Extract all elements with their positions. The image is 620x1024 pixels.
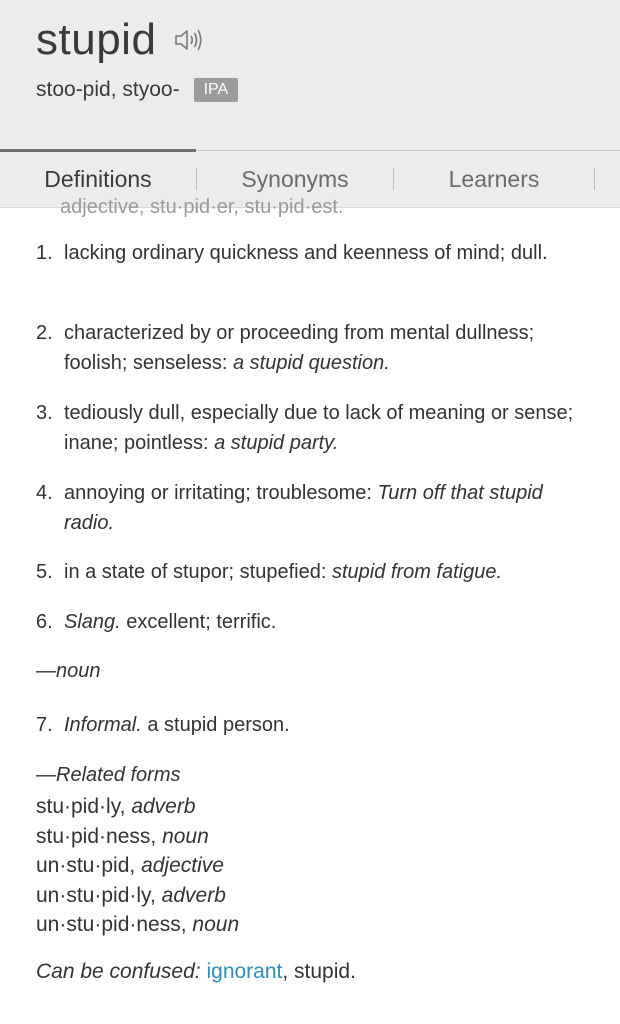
noun-heading: —noun [36,660,101,682]
confused-rest: , stupid. [282,960,356,983]
confused-label: Can be confused: [36,960,201,983]
can-be-confused [36,960,356,984]
tab-definitions-label: Definitions [44,165,152,192]
definition-number: 5. [36,561,53,583]
related-forms-heading: —Related forms [36,764,181,786]
definitions-panel[interactable] [0,196,620,1024]
usage-label: Informal. [64,714,142,736]
definition-text: annoying or irritating; troublesome: Turn off that stupid radio. [64,482,543,534]
definition-example: Turn off that stupid radio. [64,482,543,534]
related-form: un·stu·pid·ly, adverb [36,883,226,907]
definition-text: Slang. excellent; terrific. [64,611,277,633]
related-form: un·stu·pid, adjective [36,854,224,877]
tab-learners-label: Learners [448,165,540,192]
definition-example: stupid from fatigue. [331,561,503,583]
related-form: stu·pid·ly, adverb [36,795,196,818]
speaker-icon[interactable] [174,27,204,53]
headword-row [36,14,204,66]
usage-label: Slang. [64,611,121,633]
definition-number: 1. [36,242,53,264]
pronunciation: stoo-pid, styoo- [36,78,180,101]
definition-item [36,478,586,538]
definition-number: 6. [36,611,53,633]
definition-item [36,238,586,268]
definition-item [36,710,586,740]
word-header [0,0,620,150]
related-forms-list [36,792,239,940]
part-of-speech-cutoff: adjective, stu·pid·er, stu·pid·est. [60,196,344,218]
ipa-button[interactable]: IPA [194,78,239,102]
tab-learners[interactable] [394,151,594,207]
related-form: stu·pid·ness, noun [36,824,209,848]
definition-text: characterized by or proceeding from mental dullness; foolish; senseless: a stupid question. [64,322,535,374]
headword: stupid [36,15,157,64]
ignorant-link[interactable]: ignorant [206,960,283,983]
definition-text: Informal. a stupid person. [64,714,290,736]
definition-number: 3. [36,402,53,424]
tab-synonyms-label: Synonyms [241,165,349,192]
definition-text: in a state of stupor; stupefied: stupid from fatigue. [64,561,503,583]
definition-item [36,398,586,458]
definition-example: a stupid party. [214,432,339,454]
definition-item [36,607,586,637]
pronunciation-row [36,78,238,102]
definition-number: 7. [36,714,53,736]
definition-text: tediously dull, especially due to lack of meaning or sense; inane; pointless: a stupid party. [64,402,574,454]
definition-text: lacking ordinary quickness and keenness of mind; dull. [64,242,548,264]
definition-item [36,318,586,378]
active-tab-indicator [0,149,196,152]
definition-number: 2. [36,322,53,344]
related-form: un·stu·pid·ness, noun [36,913,240,936]
definition-example: a stupid question. [232,352,390,374]
definition-item [36,557,586,587]
definition-number: 4. [36,482,53,504]
